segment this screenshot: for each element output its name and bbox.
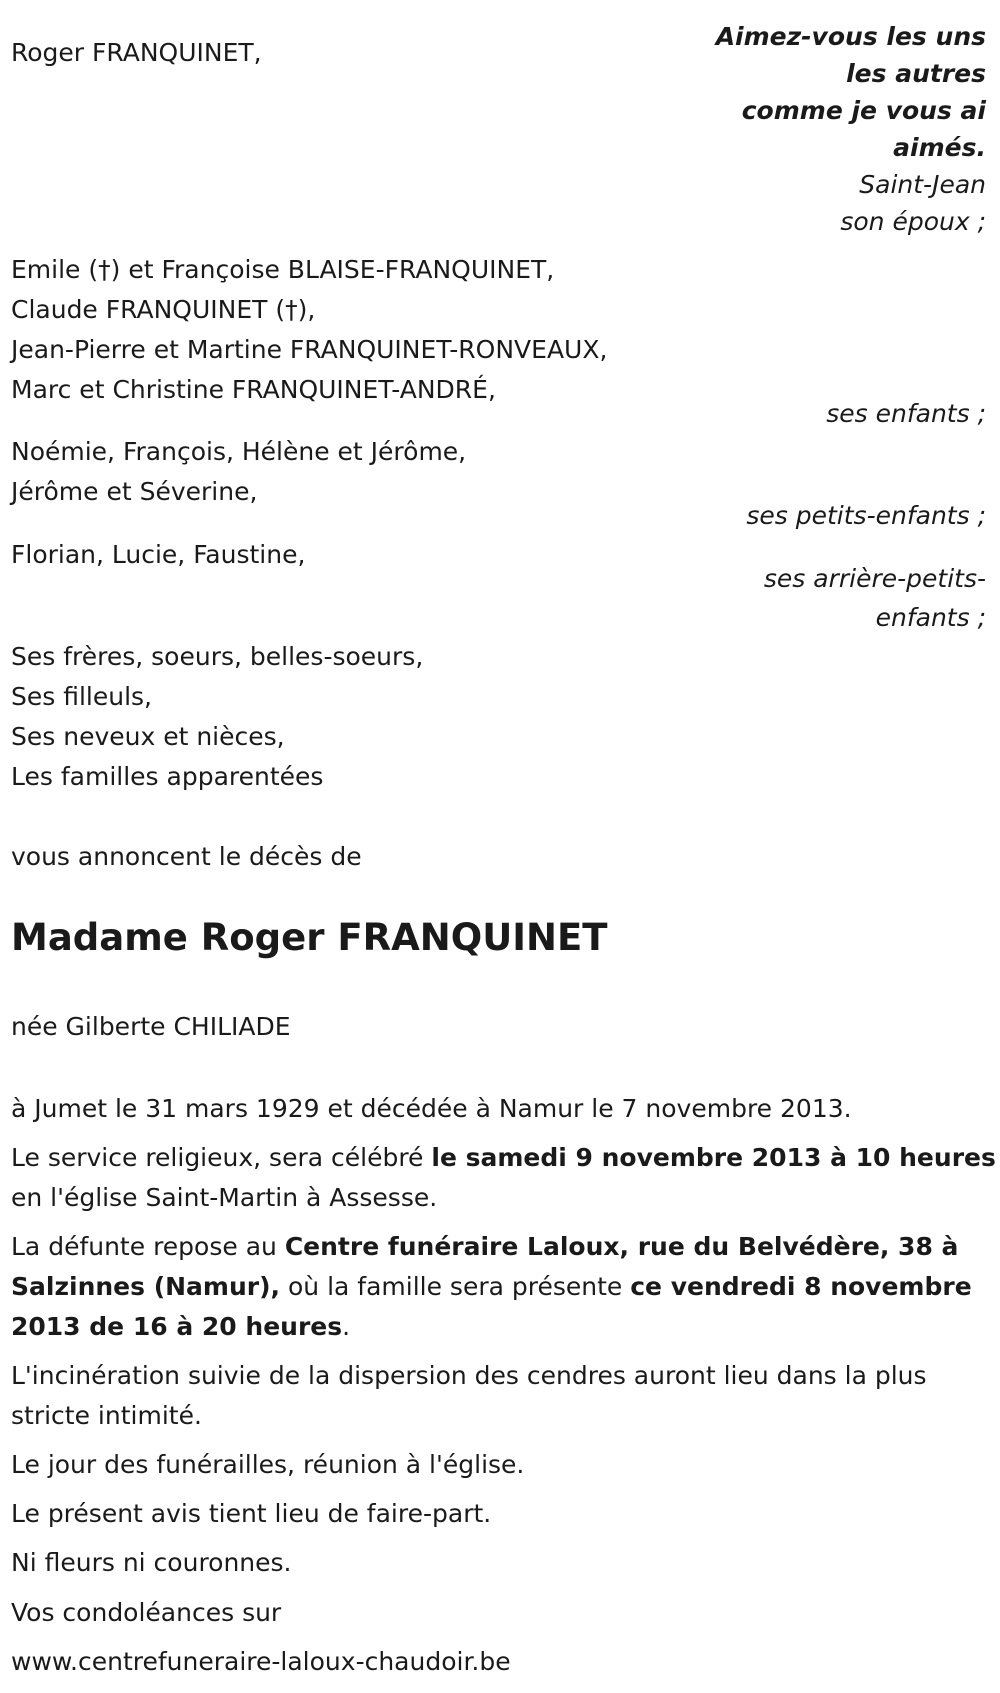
cross-icon: † (98, 255, 111, 284)
incineration-paragraph: L'incinération suivie de la dispersion des cendres auront lieu dans la plus stricte intimité. (11, 1361, 927, 1430)
relatives-line-1: Ses frères, soeurs, belles-soeurs, (11, 642, 424, 671)
quote-line-4: aimés. (893, 133, 986, 162)
service-date: le samedi 9 novembre 2013 à 10 heures (431, 1143, 996, 1172)
quote-source: Saint-Jean (859, 170, 986, 199)
quote-line-3: comme je vous ai (741, 96, 986, 125)
child-line-2: Claude FRANQUINET (†), (11, 295, 316, 324)
condolences-paragraph: Vos condoléances sur (11, 1598, 282, 1627)
great-grandchildren-role-2: enfants ; (875, 603, 986, 632)
announce-text: vous annoncent le décès de (11, 842, 362, 871)
rest-paragraph: La défunte repose au Centre funéraire Laloux, rue du Belvédère, 38 à Salzinnes (Namur), où la famille sera présente ce vendredi 8 novembre 2013 de 16 à 20 heures. (11, 1232, 972, 1341)
born-as: née Gilberte CHILIADE (11, 1012, 291, 1041)
quote-line-2: les autres (846, 59, 986, 88)
grandchild-line-1: Noémie, François, Hélène et Jérôme, (11, 437, 467, 466)
cross-icon: † (285, 295, 298, 324)
birth-death-paragraph: à Jumet le 31 mars 1929 et décédée à Namur le 7 novembre 2013. (11, 1094, 852, 1123)
deceased-name: Madame Roger FRANQUINET (11, 916, 608, 959)
spouse-role: son époux ; (840, 207, 986, 236)
child-line-4: Marc et Christine FRANQUINET-ANDRÉ, (11, 375, 496, 404)
child-line-1: Emile (†) et Françoise BLAISE-FRANQUINET, (11, 255, 555, 284)
flowers-paragraph: Ni fleurs ni couronnes. (11, 1548, 292, 1577)
website-link[interactable]: www.centrefuneraire-laloux-chaudoir.be (11, 1647, 511, 1676)
quote-line-1: Aimez-vous les uns (715, 22, 986, 51)
grandchild-line-2: Jérôme et Séverine, (11, 477, 258, 506)
funeral-day-paragraph: Le jour des funérailles, réunion à l'église. (11, 1450, 525, 1479)
children-role: ses enfants ; (826, 399, 986, 428)
great-grandchildren-role-1: ses arrière-petits- (763, 564, 986, 593)
child-line-3: Jean-Pierre et Martine FRANQUINET-RONVEAUX, (11, 335, 608, 364)
funeral-center-address: Centre funéraire Laloux, rue du Belvédère, 38 à Salzinnes (Namur), (11, 1232, 959, 1301)
visitation-time: ce vendredi 8 novembre 2013 de 16 à 20 heures (11, 1272, 972, 1341)
great-grandchild-line: Florian, Lucie, Faustine, (11, 540, 306, 569)
relatives-line-3: Ses neveux et nièces, (11, 722, 285, 751)
service-paragraph: Le service religieux, sera célébré le samedi 9 novembre 2013 à 10 heures en l'église Saint-Martin à Assesse. (11, 1143, 996, 1212)
notice-paragraph: Le présent avis tient lieu de faire-part. (11, 1499, 492, 1528)
relatives-line-2: Ses filleuls, (11, 682, 153, 711)
spouse-name: Roger FRANQUINET, (11, 38, 262, 67)
grandchildren-role: ses petits-enfants ; (746, 501, 986, 530)
relatives-line-4: Les familles apparentées (11, 762, 324, 791)
